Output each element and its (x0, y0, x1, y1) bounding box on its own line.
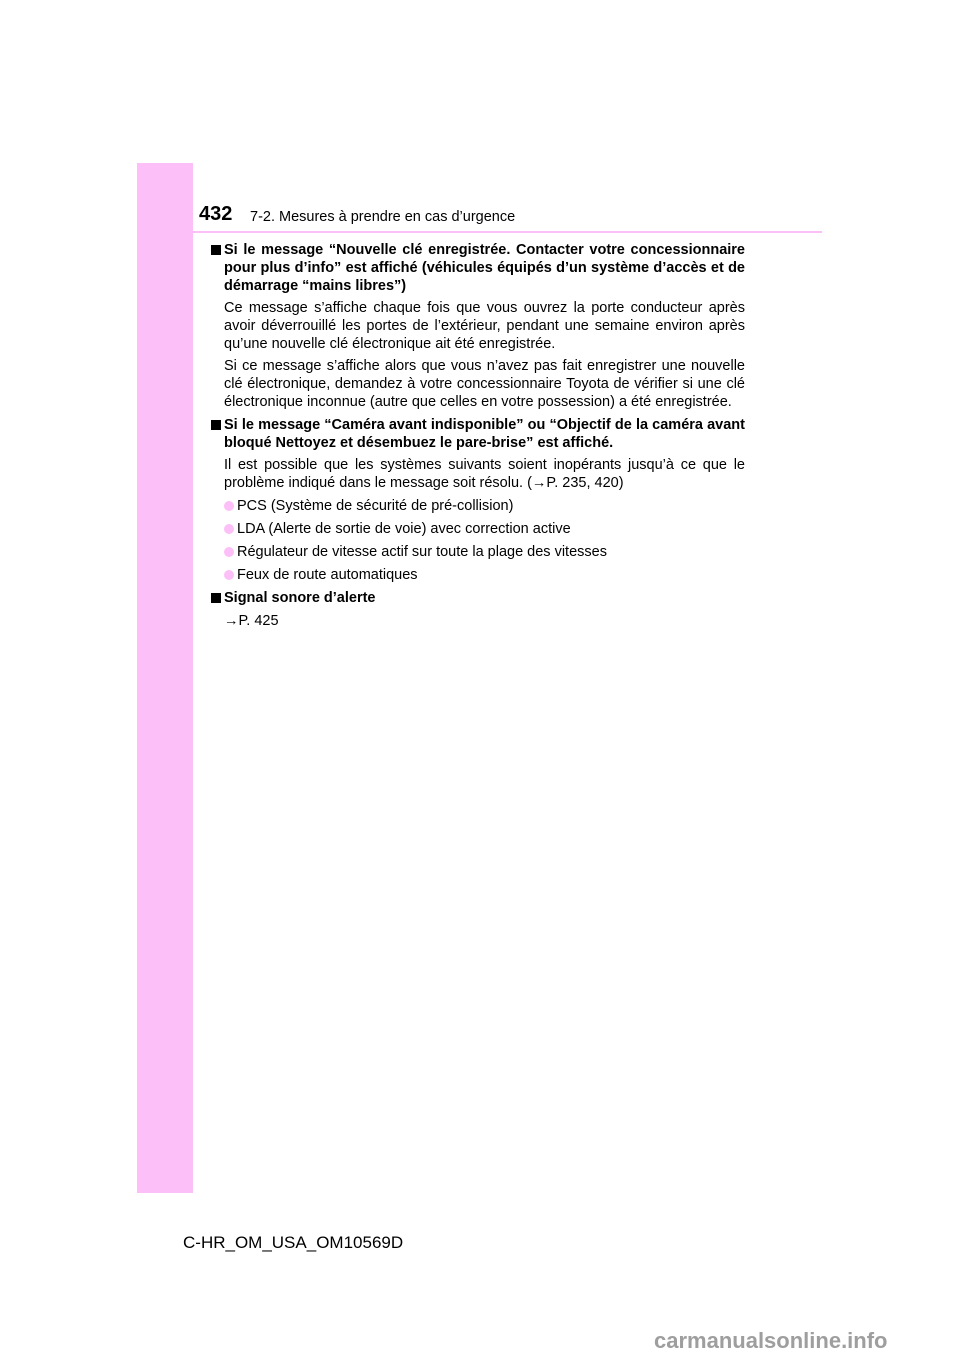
page-reference-link[interactable]: →P. 425 (224, 613, 279, 629)
section-heading-row (211, 589, 745, 607)
section-heading: Signal sonore d’alerte (224, 590, 376, 606)
pink-circle-bullet-icon (224, 570, 234, 580)
section-paragraph: Ce message s’affiche chaque fois que vous ouvrez la porte conducteur après avoir déverrouillé les portes de l’extérieur, pendant une semaine environ après qu’une nouvelle clé électronique ait été enregistrée. (224, 300, 745, 352)
pink-circle-bullet-icon (224, 501, 234, 511)
section-heading: Si le message “Caméra avant indisponible” ou “Objectif de la caméra avant bloqué Nettoyez et désembuez le pare-brise” est affiché. (224, 417, 745, 451)
section-heading-row (211, 416, 745, 452)
bullet-text: Régulateur de vitesse actif sur toute la plage des vitesses (237, 544, 607, 560)
document-code: C-HR_OM_USA_OM10569D (183, 1233, 404, 1252)
pink-circle-bullet-icon (224, 547, 234, 557)
black-square-icon (211, 593, 221, 603)
section-heading: Si le message “Nouvelle clé enregistrée. Contacter votre concessionnaire pour plus d’info” est affiché (véhicules équipés d’un système d’accès et de démarrage “mains libres”) (224, 242, 745, 294)
black-square-icon (211, 420, 221, 430)
section-paragraph: Il est possible que les systèmes suivants soient inopérants jusqu’à ce que le problème indiqué dans le message soit résolu. (→P. 235, 420) (224, 457, 745, 491)
bullet-item (224, 543, 745, 561)
section-warning-buzzer (211, 589, 745, 630)
header-divider (193, 231, 822, 233)
chapter-side-band (137, 163, 193, 1193)
bullet-text: LDA (Alerte de sortie de voie) avec correction active (237, 521, 571, 537)
bullet-item (224, 520, 745, 538)
watermark: carmanualsonline.info (654, 1328, 888, 1353)
bullet-text: Feux de route automatiques (237, 567, 418, 583)
black-square-icon (211, 245, 221, 255)
page-number: 432 (199, 203, 233, 225)
page-content (211, 241, 745, 635)
section-title: 7-2. Mesures à prendre en cas d’urgence (250, 209, 516, 225)
bullet-item (224, 497, 745, 515)
section-new-key-message (211, 241, 745, 411)
bullet-item (224, 566, 745, 584)
pink-circle-bullet-icon (224, 524, 234, 534)
section-heading-row (211, 241, 745, 295)
section-front-camera-message (211, 416, 745, 584)
bullet-text: PCS (Système de sécurité de pré-collision) (237, 498, 514, 514)
section-paragraph: Si ce message s’affiche alors que vous n’avez pas fait enregistrer une nouvelle clé électronique, demandez à votre concessionnaire Toyota de vérifier si une clé électronique inconnue (autre que celles en votre possession) a été enregistrée. (224, 358, 745, 410)
